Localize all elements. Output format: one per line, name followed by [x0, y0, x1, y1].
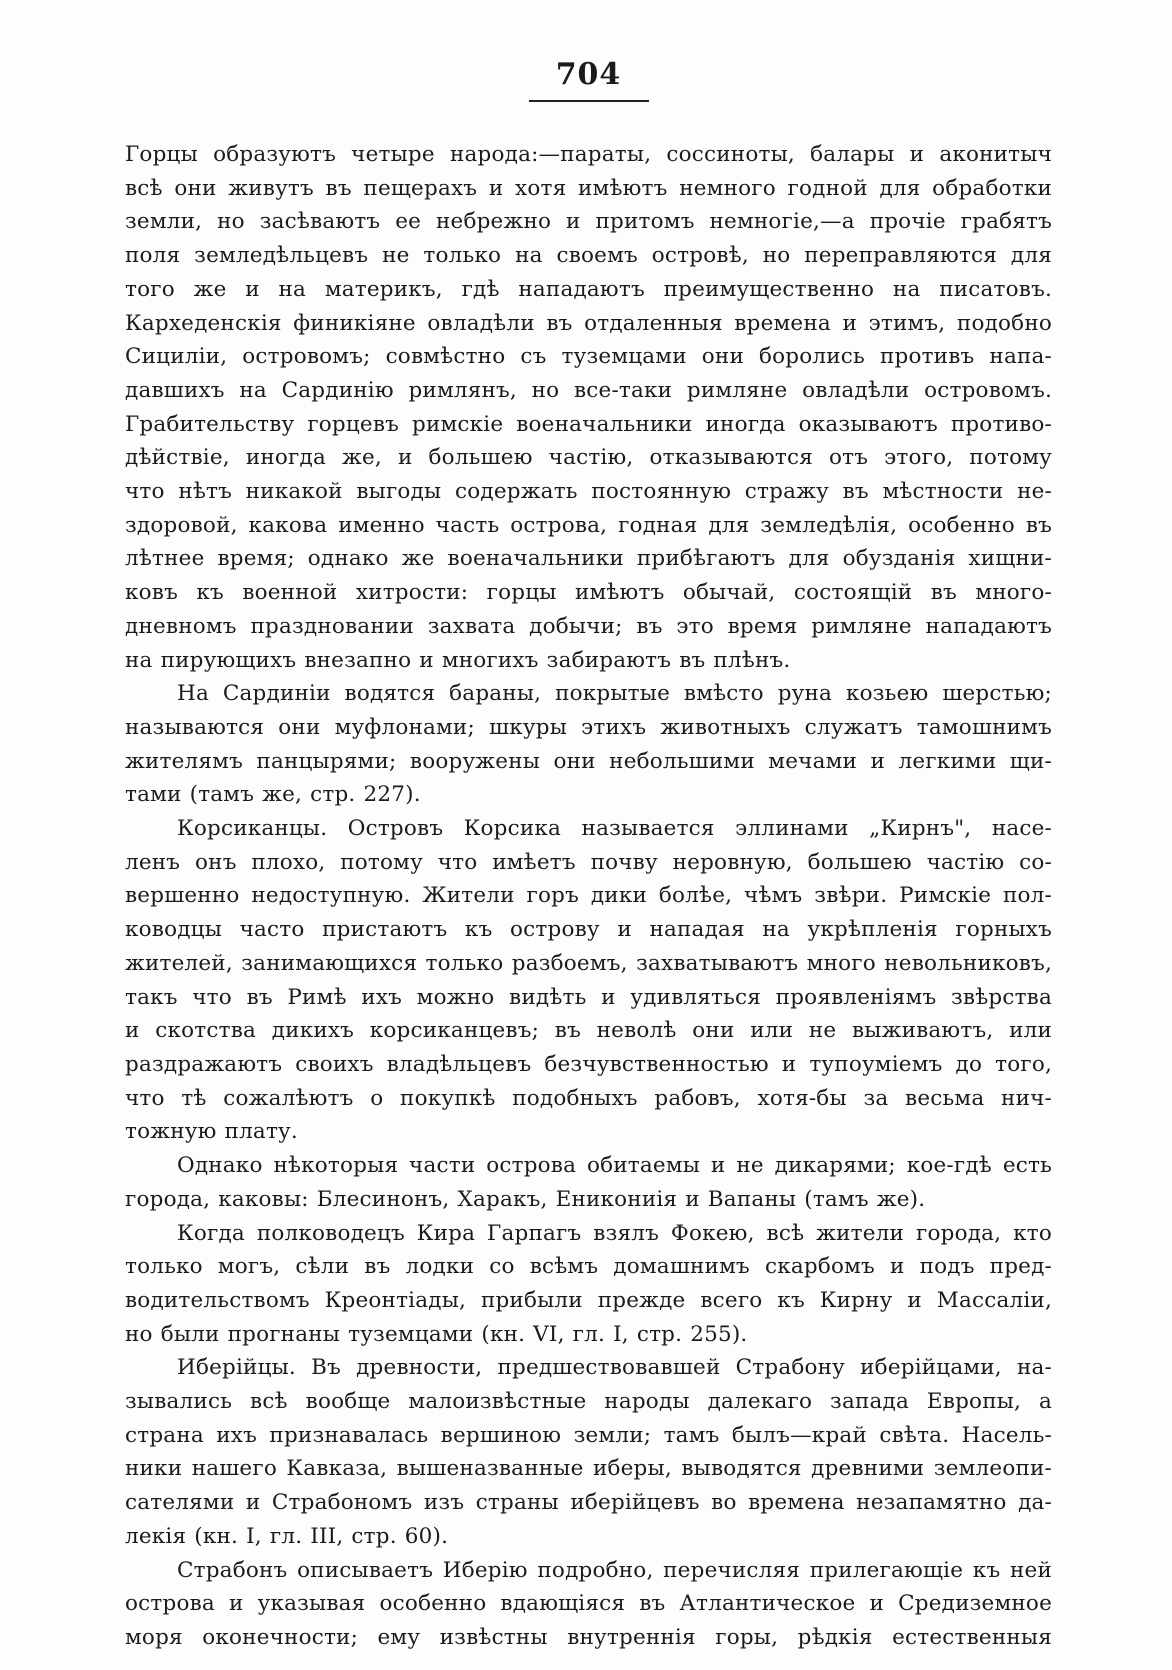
text-line: тами (тамъ же, стр. 227).: [125, 782, 421, 808]
text-line: На Сардиніи водятся бараны, покрытые вмѣсто руна козьею шерстью;: [177, 681, 1052, 707]
text-line: ленъ онъ плохо, потому что имѣетъ почву неровную, большею частію со-: [125, 849, 1052, 875]
text-line: называются они муфлонами; шкуры этихъ животныхъ служатъ тамошнимъ: [125, 714, 1052, 740]
text-line: Грабительству горцевъ римскіе военачальники иногда оказываютъ противо-: [125, 411, 1052, 437]
text-line: лѣтнее время; однако же военачальники прибѣгаютъ для обузданія хищни-: [125, 546, 1052, 572]
text-line: на пирующихъ внезапно и многихъ забираютъ въ плѣнъ.: [125, 647, 791, 673]
text-line: ковъ къ военной хитрости: горцы имѣютъ обычай, состоящій въ много-: [125, 580, 1052, 606]
text-line: того же и на материкъ, гдѣ нападаютъ преимущественно на писатовъ.: [125, 276, 1052, 302]
body-text: [125, 138, 1052, 1655]
text-line: такъ что въ Римѣ ихъ можно видѣть и удивляться проявленіямъ звѣрства: [125, 984, 1052, 1010]
text-line: зывались всѣ вообще малоизвѣстные народы далекаго запада Европы, а: [125, 1389, 1052, 1415]
text-line: Горцы образуютъ четыре народа:—параты, соссиноты, балары и аконитыч: [125, 142, 1052, 167]
text-line: и скотства дикихъ корсиканцевъ; въ неволѣ они или не выживаютъ, или: [125, 1018, 1052, 1044]
text-line: дѣйствіе, иногда же, и большею частію, отказываются отъ этого, потому: [125, 445, 1052, 471]
text-line: города, каковы: Блесинонъ, Харакъ, Еникониія и Вапаны (тамъ же).: [125, 1186, 926, 1212]
text-line: Однако нѣкоторыя части острова обитаемы и не дикарями; кое-гдѣ есть: [177, 1153, 1052, 1179]
text-line: Корсиканцы. Островъ Корсика называется эллинами „Кирнъ", насе-: [177, 816, 1052, 842]
text-line: моря оконечности; ему извѣстны внутреннія горы, рѣдкія естественныя: [125, 1624, 1052, 1650]
text-line: водительствомъ Креонтіады, прибыли прежде всего къ Кирну и Массаліи,: [125, 1287, 1052, 1313]
text-line: что нѣтъ никакой выгоды содержать постоянную стражу въ мѣстности не-: [125, 479, 1052, 505]
text-line: ководцы часто пристаютъ къ острову и нападая на укрѣпленія горныхъ: [125, 917, 1052, 943]
text-line: земли, но засѣваютъ ее небрежно и притомъ немногіе,—а прочіе грабятъ: [125, 209, 1052, 235]
text-line: только могъ, сѣли въ лодки со всѣмъ домашнимъ скарбомъ и подъ пред-: [125, 1254, 1052, 1280]
text-line: сателями и Страбономъ изъ страны иберійцевъ во времена незапамятно да-: [125, 1490, 1052, 1516]
text-line: что тѣ сожалѣютъ о покупкѣ подобныхъ рабовъ, хотя-бы за весьма нич-: [125, 1085, 1052, 1111]
text-line: раздражаютъ своихъ владѣльцевъ безчувственностью и тупоуміемъ до того,: [125, 1051, 1052, 1077]
text-line: вершенно недоступную. Жители горъ дики болѣе, чѣмъ звѣри. Римскіе пол-: [125, 883, 1052, 909]
text-line: тожную плату.: [125, 1119, 298, 1145]
text-line: здоровой, какова именно часть острова, годная для земледѣлія, особенно въ: [125, 512, 1052, 538]
text-line: жителей, занимающихся только разбоемъ, захватываютъ много невольниковъ,: [125, 950, 1052, 976]
text-line: острова и указывая особенно вдающіяся въ Атлантическое и Средиземное: [125, 1591, 1052, 1617]
text-line: дневномъ праздновании захвата добычи; въ это время римляне нападаютъ: [125, 613, 1052, 639]
text-line: поля земледѣльцевъ не только на своемъ островѣ, но переправляются для: [125, 243, 1052, 269]
text-line: страна ихъ признавалась вершиною земли; тамъ былъ—край свѣта. Насель-: [125, 1422, 1052, 1448]
text-line: всѣ они живутъ въ пещерахъ и хотя имѣютъ немного годной для обработки: [125, 175, 1052, 201]
text-line: давшихъ на Сардинію римлянъ, но все-таки римляне овладѣли островомъ.: [125, 377, 1052, 403]
text-line: но были прогнаны туземцами (кн. VI, гл. I, стр. 255).: [125, 1321, 748, 1347]
text-line: лекія (кн. I, гл. III, стр. 60).: [125, 1523, 449, 1549]
text-line: ники нашего Кавказа, вышеназванные иберы, выводятся древними землеопи-: [125, 1456, 1052, 1482]
text-line: Кархеденскія финикіяне овладѣли въ отдаленныя времена и этимъ, подобно: [125, 310, 1052, 336]
text-line: Когда полководецъ Кира Гарпагъ взялъ Фокею, всѣ жители города, кто: [177, 1220, 1052, 1246]
text-line: Страбонъ описываетъ Иберію подробно, перечисляя прилегающіе къ ней: [177, 1557, 1052, 1583]
text-line: Иберійцы. Въ древности, предшествовавшей Страбону иберійцами, на-: [177, 1355, 1052, 1381]
text-line: Сициліи, островомъ; совмѣстно съ туземцами они боролись противъ напа-: [125, 344, 1052, 370]
header-rule: [529, 100, 649, 102]
page-number: 704: [555, 57, 622, 92]
text-line: жителямъ панцырями; вооружены они небольшими мечами и легкими щи-: [125, 748, 1052, 774]
